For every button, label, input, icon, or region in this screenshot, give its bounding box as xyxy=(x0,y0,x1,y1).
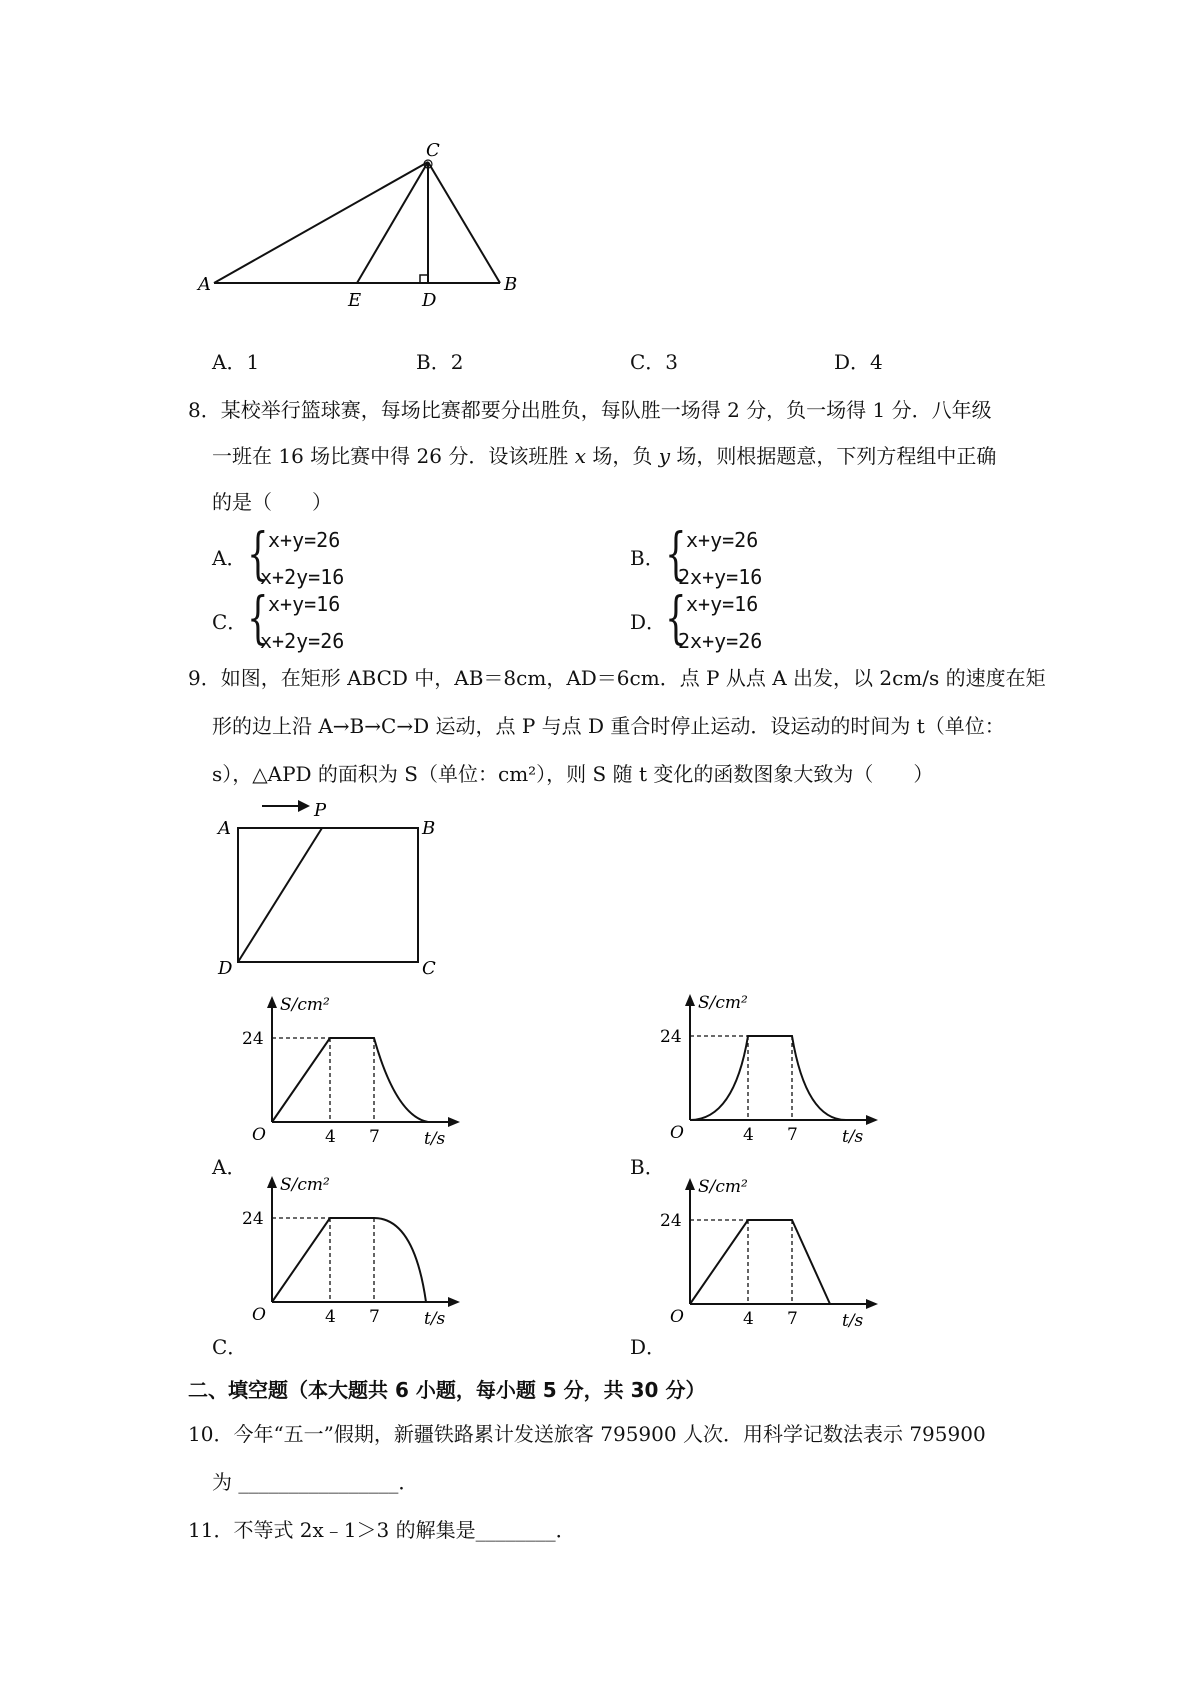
q8-option-b-eq2: 2x+y=16 xyxy=(678,565,763,589)
graph-x4: 4 xyxy=(743,1309,754,1329)
q7-label-b: B xyxy=(504,274,518,295)
q8-option-c-eq2: x+2y=26 xyxy=(260,629,345,653)
graph-x7: 7 xyxy=(787,1309,798,1329)
q8-option-c-label: C． xyxy=(212,610,248,634)
q8-option-c-brace: { xyxy=(247,586,269,651)
q11-text: 11．不等式 2x﹣1＞3 的解集是________． xyxy=(188,1518,576,1542)
graph-ylabel: S/cm² xyxy=(698,1177,748,1197)
q9-option-b: B． xyxy=(630,1155,665,1179)
graph-x7: 7 xyxy=(369,1127,380,1147)
q9-label-c: C xyxy=(422,958,436,978)
q8-option-c-eq1: x+y=16 xyxy=(268,592,341,616)
q9-graph-c xyxy=(232,1170,472,1335)
q9-option-d: D． xyxy=(630,1335,667,1359)
q7-option-b: B．2 xyxy=(416,350,464,374)
q8-option-d-eq1: x+y=16 xyxy=(686,592,759,616)
q10-line2: 为 ________________． xyxy=(212,1470,419,1494)
q9-option-a: A． xyxy=(212,1155,247,1179)
q9-rectangle-figure xyxy=(210,788,450,978)
q8-line3: 的是（ ） xyxy=(212,490,332,514)
q8-option-b-brace: { xyxy=(665,522,687,587)
q8-option-a-label: A． xyxy=(212,546,247,570)
q7-label-c: C xyxy=(426,140,440,161)
graph-origin: O xyxy=(670,1307,684,1327)
q9-graph-a xyxy=(232,990,472,1155)
q9-label-a: A xyxy=(218,818,231,839)
q7-option-c: C．3 xyxy=(630,350,679,374)
graph-x4: 4 xyxy=(325,1307,336,1327)
q9-line2: 形的边上沿 A→B→C→D 运动，点 P 与点 D 重合时停止运动．设运动的时间为 t（单位： xyxy=(212,714,1005,738)
q9-line3: s），△APD 的面积为 S（单位：cm²），则 S 随 t 变化的函数图象大致为（ ） xyxy=(212,762,934,786)
q9-line1: 9．如图，在矩形 ABCD 中，AB＝8cm，AD＝6cm．点 P 从点 A 出发，以 2cm/s 的速度在矩 xyxy=(188,666,1046,690)
q8-option-a-brace: { xyxy=(247,522,269,587)
graph-origin: O xyxy=(252,1125,266,1145)
q7-option-a: A．1 xyxy=(212,350,260,374)
graph-x7: 7 xyxy=(787,1125,798,1145)
graph-xlabel: t/s xyxy=(424,1309,446,1329)
q8-option-a-eq2: x+2y=16 xyxy=(260,565,345,589)
graph-xlabel: t/s xyxy=(424,1129,446,1149)
q9-option-c: C． xyxy=(212,1335,248,1359)
graph-ylabel: S/cm² xyxy=(280,1175,330,1195)
q8-option-d-label: D． xyxy=(630,610,667,634)
graph-ylabel: S/cm² xyxy=(280,995,330,1015)
graph-y24: 24 xyxy=(242,1029,264,1049)
q8-option-b-eq1: x+y=26 xyxy=(686,528,759,552)
graph-x4: 4 xyxy=(743,1125,754,1145)
q10-line1: 10．今年“五一”假期，新疆铁路累计发送旅客 795900 人次．用科学记数法表示 795900 xyxy=(188,1422,986,1446)
q9-label-b: B xyxy=(422,818,436,839)
graph-y24: 24 xyxy=(660,1027,682,1047)
q9-graph-b xyxy=(650,988,890,1153)
graph-y24: 24 xyxy=(660,1211,682,1231)
section-2-title: 二、填空题（本大题共 6 小题，每小题 5 分，共 30 分） xyxy=(188,1378,706,1402)
q7-triangle-figure xyxy=(190,140,530,315)
q7-option-d: D．4 xyxy=(834,350,883,374)
q9-label-d: D xyxy=(218,958,233,978)
q7-label-e: E xyxy=(348,290,362,311)
q8-option-a-eq1: x+y=26 xyxy=(268,528,341,552)
q7-label-d: D xyxy=(422,290,437,311)
q8-option-b-label: B． xyxy=(630,546,665,570)
graph-origin: O xyxy=(670,1123,684,1143)
q8-line1: 8．某校举行篮球赛，每场比赛都要分出胜负，每队胜一场得 2 分，负一场得 1 分．八年级 xyxy=(188,398,992,422)
graph-xlabel: t/s xyxy=(842,1127,864,1147)
graph-y24: 24 xyxy=(242,1209,264,1229)
q9-label-p: P xyxy=(314,800,327,821)
graph-x4: 4 xyxy=(325,1127,336,1147)
q7-label-a: A xyxy=(198,274,211,295)
graph-xlabel: t/s xyxy=(842,1311,864,1331)
q8-line2: 一班在 16 场比赛中得 26 分．设该班胜 x 场，负 y 场，则根据题意，下列方程组中正确 xyxy=(212,444,997,468)
q8-option-d-eq2: 2x+y=26 xyxy=(678,629,763,653)
graph-ylabel: S/cm² xyxy=(698,993,748,1013)
q8-option-d-brace: { xyxy=(665,586,687,651)
graph-x7: 7 xyxy=(369,1307,380,1327)
q9-graph-d xyxy=(650,1172,890,1337)
graph-origin: O xyxy=(252,1305,266,1325)
